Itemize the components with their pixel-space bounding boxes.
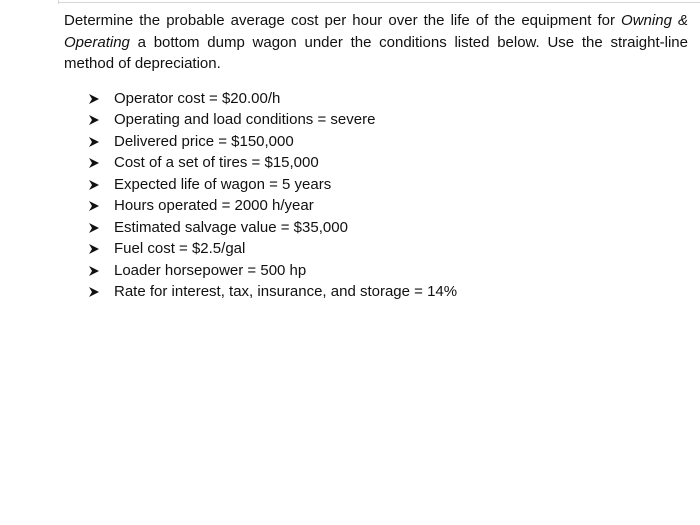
problem-emphasis-text: Owning & Operating bbox=[64, 12, 688, 51]
page-top-rule bbox=[58, 2, 700, 3]
arrowhead-bullet-icon bbox=[88, 243, 100, 255]
list-item bbox=[64, 260, 688, 282]
list-item bbox=[64, 217, 688, 239]
condition-text: Expected life of wagon = 5 years bbox=[114, 175, 332, 193]
document-page bbox=[64, 10, 688, 303]
arrowhead-bullet-icon bbox=[88, 265, 100, 277]
condition-text: Operating and load conditions = severe bbox=[114, 111, 376, 128]
list-item bbox=[64, 174, 688, 196]
arrowhead-bullet-icon bbox=[88, 93, 100, 105]
list-item bbox=[64, 131, 688, 153]
list-item bbox=[64, 109, 688, 131]
arrowhead-bullet-icon bbox=[88, 179, 100, 191]
list-item bbox=[64, 281, 688, 303]
problem-intro-text: Determine the probable average cost per hour over the life of the equipment for bbox=[64, 12, 622, 29]
condition-text: Estimated salvage value = $35,000 bbox=[114, 218, 348, 236]
list-item bbox=[64, 238, 688, 260]
arrowhead-bullet-icon bbox=[88, 136, 100, 148]
condition-text: Cost of a set of tires = $15,000 bbox=[114, 154, 319, 171]
arrowhead-bullet-icon bbox=[88, 200, 100, 212]
problem-statement bbox=[64, 10, 688, 75]
condition-text: Rate for interest, tax, insurance, and storage = 14% bbox=[114, 283, 458, 300]
arrowhead-bullet-icon bbox=[88, 286, 100, 298]
arrowhead-bullet-icon bbox=[88, 157, 100, 169]
condition-text: Delivered price = $150,000 bbox=[114, 132, 294, 150]
list-item bbox=[64, 195, 688, 217]
condition-text: Loader horsepower = 500 hp bbox=[114, 261, 307, 279]
list-item bbox=[64, 152, 688, 174]
condition-text: Fuel cost = $2.5/gal bbox=[114, 240, 246, 257]
condition-text: Hours operated = 2000 h/year bbox=[114, 197, 314, 214]
problem-intro-text-continued: a bottom dump wagon under the conditions listed below. Use the straight-line method of depreciation. bbox=[64, 33, 688, 72]
condition-text: Operator cost = $20.00/h bbox=[114, 89, 281, 107]
page-corner-tick bbox=[58, 0, 59, 4]
arrowhead-bullet-icon bbox=[88, 222, 100, 234]
list-item bbox=[64, 88, 688, 110]
arrowhead-bullet-icon bbox=[88, 114, 100, 126]
conditions-list bbox=[64, 88, 688, 303]
